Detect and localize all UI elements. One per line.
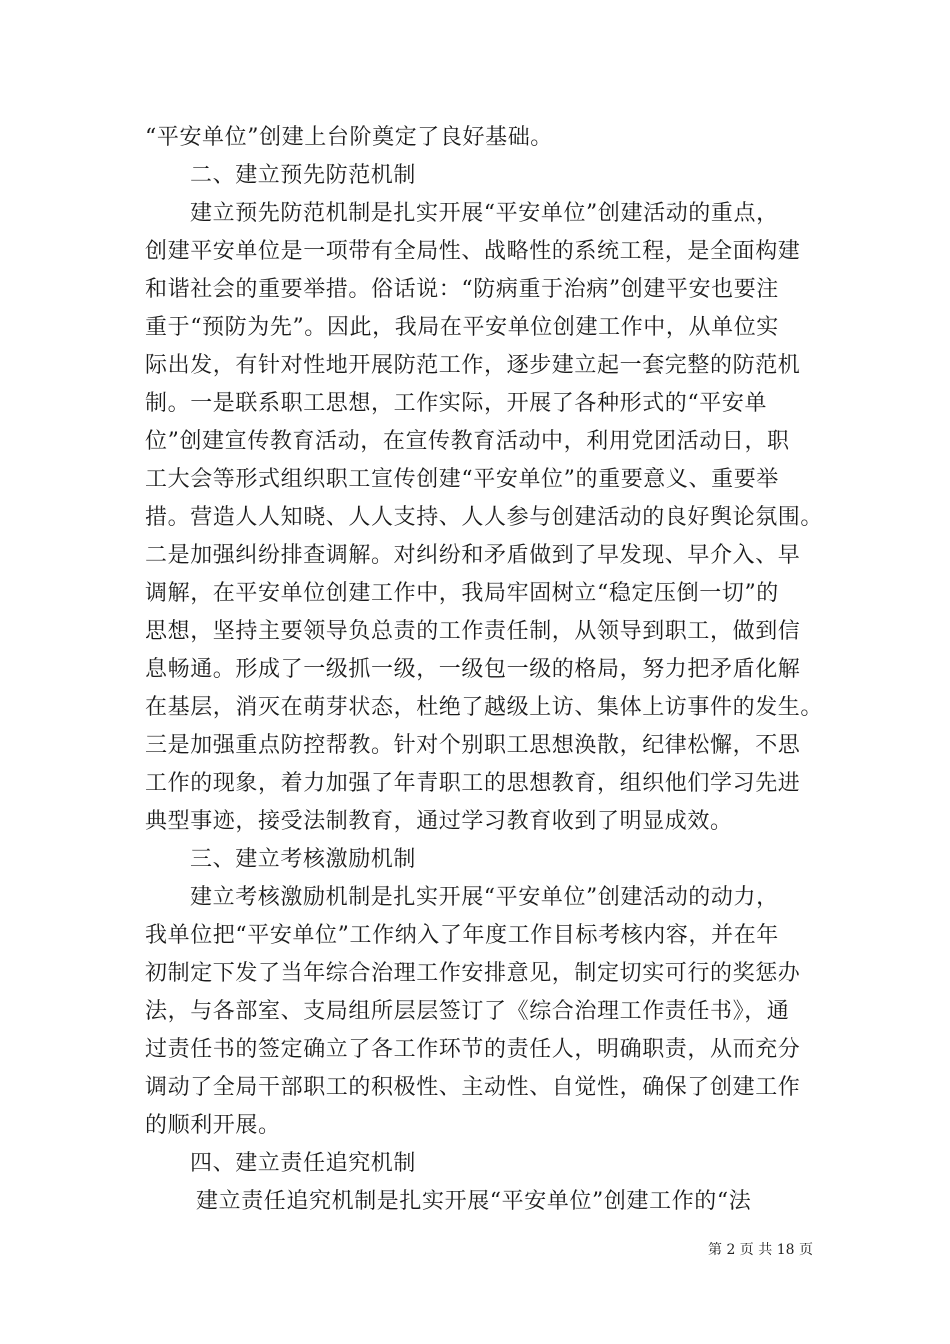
text-line-27: 的顺利开展。 — [145, 1113, 281, 1138]
text-line-16: 在基层，消灭在萌芽状态，杜绝了越级上访、集体上访事件的发生。 — [145, 695, 824, 720]
page-number-footer: 第 2 页 共 18 页 — [708, 1242, 813, 1258]
text-line-4: 创建平安单位是一项带有全局性、战略性的系统工程，是全面构建 — [145, 239, 801, 264]
text-line-6: 重于“预防为先”。因此，我局在平安单位创建工作中，从单位实 — [145, 315, 779, 340]
text-line-22: 我单位把“平安单位”工作纳入了年度工作目标考核内容，并在年 — [145, 923, 779, 948]
section-heading-2: 二、建立预先防范机制 — [190, 163, 417, 188]
text-line-11: 措。营造人人知晓、人人支持、人人参与创建活动的良好舆论氛围。 — [145, 505, 824, 530]
text-line-13: 调解，在平安单位创建工作中，我局牢固树立“稳定压倒一切”的 — [145, 581, 779, 606]
text-line-21: 建立考核激励机制是扎实开展“平安单位”创建活动的动力， — [190, 885, 779, 910]
text-line-25: 过责任书的签定确立了各工作环节的责任人，明确职责，从而充分 — [145, 1037, 801, 1062]
section-heading-3: 三、建立考核激励机制 — [190, 847, 417, 872]
text-line-5: 和谐社会的重要举措。俗话说：“防病重于治病”创建平安也要注 — [145, 277, 779, 302]
text-line-29: 建立责任追究机制是扎实开展“平安单位”创建工作的“法 — [196, 1189, 752, 1214]
text-line-9: 位”创建宣传教育活动，在宣传教育活动中，利用党团活动日，职 — [145, 429, 790, 454]
text-line-8: 制。一是联系职工思想，工作实际，开展了各种形式的“平安单 — [145, 391, 768, 416]
text-line-14: 思想，坚持主要领导负总责的工作责任制，从领导到职工，做到信 — [145, 619, 801, 644]
text-line-3: 建立预先防范机制是扎实开展“平安单位”创建活动的重点， — [190, 201, 779, 226]
text-line-15: 息畅通。形成了一级抓一级，一级包一级的格局，努力把矛盾化解 — [145, 657, 801, 682]
section-heading-4: 四、建立责任追究机制 — [190, 1151, 417, 1176]
text-line-19: 典型事迹，接受法制教育，通过学习教育收到了明显成效。 — [145, 809, 733, 834]
text-line-17: 三是加强重点防控帮教。针对个别职工思想涣散，纪律松懈，不思 — [145, 733, 801, 758]
text-line-23: 初制定下发了当年综合治理工作安排意见，制定切实可行的奖惩办 — [145, 961, 801, 986]
text-line-24: 法，与各部室、支局组所层层签订了《综合治理工作责任书》，通 — [145, 999, 790, 1024]
text-line-26: 调动了全局干部职工的积极性、主动性、自觉性，确保了创建工作 — [145, 1075, 801, 1100]
text-line-10: 工大会等形式组织职工宣传创建“平安单位”的重要意义、重要举 — [145, 467, 779, 492]
text-line-1: “平安单位”创建上台阶奠定了良好基础。 — [145, 125, 553, 150]
text-line-7: 际出发，有针对性地开展防范工作，逐步建立起一套完整的防范机 — [145, 353, 801, 378]
text-line-18: 工作的现象，着力加强了年青职工的思想教育，组织他们学习先进 — [145, 771, 801, 796]
text-line-12: 二是加强纠纷排查调解。对纠纷和矛盾做到了早发现、早介入、早 — [145, 543, 801, 568]
